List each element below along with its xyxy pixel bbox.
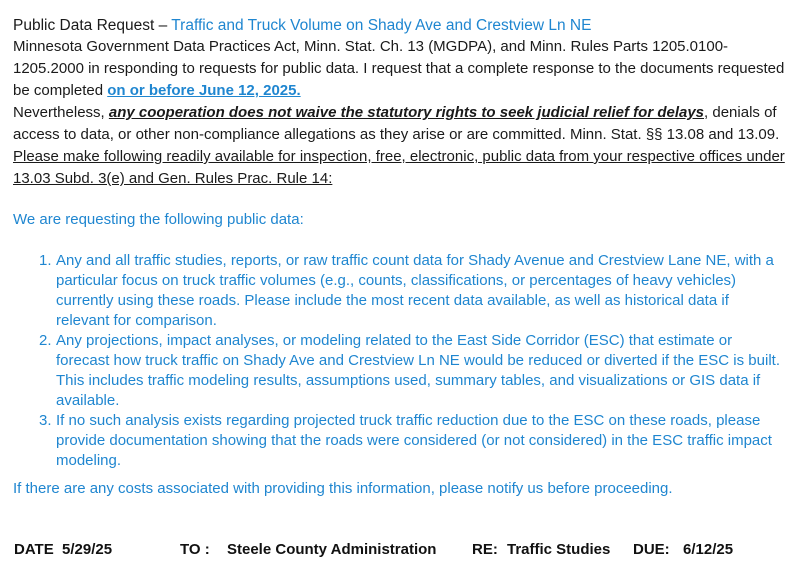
list-item-1 [13, 251, 789, 331]
request-list [13, 251, 789, 471]
list-text-2: Any projections, impact analyses, or modeling related to the East Side Corridor (ESC) that estimate or forecast how truck traffic on Shady Ave and Crestview Ln NE would be reduced or diverted if the ESC is built. This includes traffic modeling results, assumptions used, summary tables, and visualizations or GIS data if available. [56, 332, 780, 409]
statute-text: Minnesota Government Data Practices Act, Minn. Stat. Ch. 13 (MGDPA), and Minn. Rules Parts 1205.0100-1205.2000 in responding to requests for public data. I request that a complete response to the documents requested be completed [13, 38, 785, 99]
costs-note: If there are any costs associated with providing this information, please notify us before proceeding. [13, 480, 673, 497]
paragraph-rights [13, 102, 789, 190]
list-item-2 [13, 331, 789, 411]
deadline-emphasis: on or before June 12, 2025. [107, 82, 301, 99]
document-title [13, 15, 789, 36]
list-text-3: If no such analysis exists regarding projected truck traffic reduction due to the ESC on these roads, please provide documentation showing that the roads were considered (or not considered) in the ESC traffic impact modeling. [56, 412, 772, 469]
footer-row [0, 541, 802, 563]
footer-to-label: TO : [180, 541, 210, 558]
footer-re-label: RE: [472, 541, 498, 558]
title-subject: Traffic and Truck Volume on Shady Ave and Crestview Ln NE [171, 17, 592, 34]
list-item-3 [13, 411, 789, 471]
rights-middle: , denials of access to data, or other non-compliance allegations as they arise or are committed. Minn. Stat. §§ 13.08 and 13.09. [13, 104, 780, 143]
list-number-2: 2. [39, 332, 52, 349]
title-prefix: Public Data Request – [13, 17, 172, 34]
footer-due-label: DUE: [633, 541, 670, 558]
rights-lead: Nevertheless, [13, 104, 109, 121]
footer-date-value: 5/29/25 [62, 541, 113, 558]
list-number-1: 1. [39, 252, 52, 269]
footer-due-value: 6/12/25 [683, 541, 734, 558]
list-text-1: Any and all traffic studies, reports, or raw traffic count data for Shady Avenue and Crestview Lane NE, with a particular focus on truck traffic volumes (e.g., counts, classifications, or percentages of heavy vehicles) currently using these roads. Please include the most recent data available, as well as historical data if relevant for comparison. [56, 252, 774, 329]
footer-to-value: Steele County Administration [227, 541, 437, 558]
rights-underlined-request: Please make following readily available for inspection, free, electronic, public data from your respective offices under 13.03 Subd. 3(e) and Gen. Rules Prac. Rule 14: [13, 148, 785, 187]
list-number-3: 3. [39, 412, 52, 429]
footer-date-label: DATE [14, 541, 54, 558]
request-intro: We are requesting the following public data: [13, 211, 304, 228]
paragraph-statute [13, 36, 789, 102]
footer-re-value: Traffic Studies [507, 541, 611, 558]
rights-italic-emphasis: any cooperation does not waive the statutory rights to seek judicial relief for delays [108, 104, 705, 121]
